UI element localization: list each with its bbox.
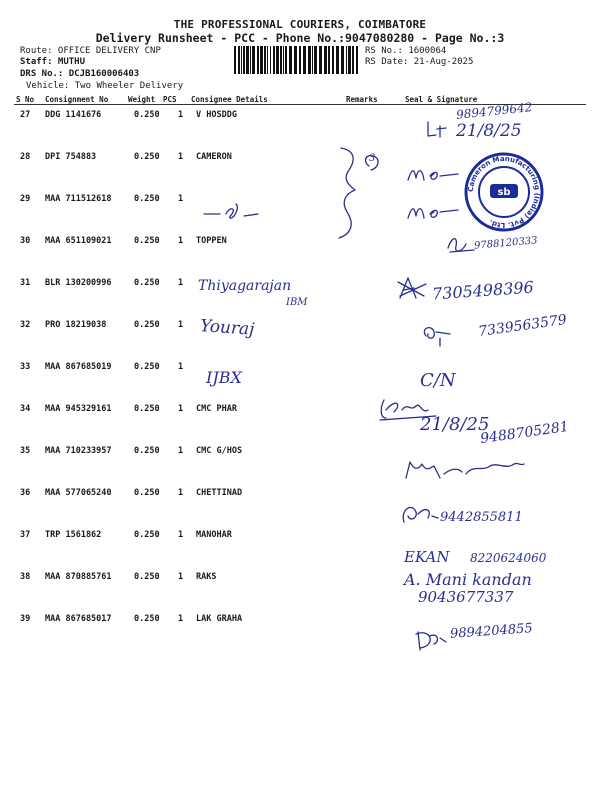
row-pcs: 1	[178, 446, 184, 456]
company-title: THE PROFESSIONAL COURIERS, COIMBATORE	[173, 18, 427, 31]
row-pcs: 1	[178, 152, 184, 162]
col-remarks: Remarks	[346, 95, 378, 104]
col-weight: Weight	[128, 95, 156, 104]
barcode-bar	[283, 46, 284, 74]
row-sno: 30	[20, 236, 31, 246]
barcode-bar	[294, 46, 297, 74]
row-sno: 33	[20, 362, 31, 372]
barcode-bar	[243, 46, 245, 74]
hw-r28-signature	[404, 162, 462, 186]
barcode-bar	[332, 46, 334, 74]
row-consignee: CMC G/HOS	[196, 446, 243, 456]
hw-r27-initials	[424, 118, 454, 140]
company-seal-stamp	[462, 150, 546, 234]
hw-r32-name: Youraj	[199, 316, 256, 340]
row-weight: 0.250	[134, 152, 160, 162]
barcode-bar	[285, 46, 287, 74]
row-consignment-no: BLR 130200996	[45, 278, 112, 288]
row-pcs: 1	[178, 110, 184, 120]
vehicle-label: Vehicle: Two Wheeler Delivery	[26, 81, 184, 91]
hw-r39-signature	[410, 624, 450, 654]
barcode-bar	[267, 46, 268, 74]
hw-r38-phone: 9043677337	[418, 588, 514, 606]
hw-r37-phone: 8220624060	[470, 551, 547, 565]
row-sno: 39	[20, 614, 31, 624]
barcode-bar	[312, 46, 313, 74]
row-weight: 0.250	[134, 488, 160, 498]
row-sno: 37	[20, 530, 31, 540]
col-sno: S No	[16, 95, 35, 104]
row-consignee: CAMERON	[196, 152, 232, 162]
row-pcs: 1	[178, 278, 184, 288]
row-weight: 0.250	[134, 404, 160, 414]
col-consignee: Consignee Details	[191, 95, 268, 104]
row-consignment-no: PRO 18219038	[45, 320, 107, 330]
barcode-bar	[346, 46, 347, 74]
hw-r39-phone: 9894204855	[449, 621, 534, 642]
barcode-bar	[336, 46, 339, 74]
barcode-bar	[252, 46, 255, 74]
barcode-bar	[246, 46, 249, 74]
hw-r38-name: A. Mani kandan	[404, 570, 532, 589]
row-consignee: V HOSDDG	[196, 110, 237, 120]
barcode-bar	[234, 46, 236, 74]
row-consignment-no: MAA 651109021	[45, 236, 112, 246]
row-consignment-no: DDG 1141676	[45, 110, 102, 120]
row-weight: 0.250	[134, 194, 160, 204]
row-consignee: TOPPEN	[196, 236, 227, 246]
hw-r32-signature	[418, 322, 454, 350]
table-row	[0, 362, 600, 402]
row-consignee: MANOHAR	[196, 530, 232, 540]
barcode-bar	[314, 46, 317, 74]
barcode-bar	[257, 46, 259, 74]
hw-r33-note: C/N	[420, 370, 456, 391]
row-consignment-no: TRP 1561862	[45, 530, 102, 540]
row-sno: 29	[20, 194, 31, 204]
row-consignee: CHETTINAD	[196, 488, 243, 498]
row-sno: 32	[20, 320, 31, 330]
row-pcs: 1	[178, 572, 184, 582]
col-pcs: PCS	[163, 95, 177, 104]
barcode-bar	[341, 46, 344, 74]
row-weight: 0.250	[134, 278, 160, 288]
barcode-bar	[238, 46, 240, 74]
row-consignment-no: MAA 945329161	[45, 404, 112, 414]
row-weight: 0.250	[134, 236, 160, 246]
barcode-bar	[273, 46, 275, 74]
row-sno: 27	[20, 110, 31, 120]
row-pcs: 1	[178, 320, 184, 330]
row-weight: 0.250	[134, 530, 160, 540]
row-weight: 0.250	[134, 110, 160, 120]
row-consignee: RAKS	[196, 572, 217, 582]
staff-label: Staff: MUTHU	[20, 57, 86, 67]
row-weight: 0.250	[134, 614, 160, 624]
drs-number: DRS No.: DCJB160006403	[20, 69, 140, 79]
row-pcs: 1	[178, 530, 184, 540]
hw-r31-signature	[396, 274, 430, 304]
row-consignment-no: MAA 867685017	[45, 614, 112, 624]
svg-text:Cameron Manufacturing (India): Cameron Manufacturing (India) Pvt. Ltd.	[466, 154, 542, 230]
barcode-bar	[280, 46, 282, 74]
row-weight: 0.250	[134, 362, 160, 372]
row-pcs: 1	[178, 404, 184, 414]
row-weight: 0.250	[134, 320, 160, 330]
col-consignment: Consignment No	[45, 95, 109, 104]
row-sno: 36	[20, 488, 31, 498]
row-consignment-no: DPI 754883	[45, 152, 97, 162]
hw-r27-phone: 9894799642	[455, 100, 533, 122]
barcode-bar	[299, 46, 301, 74]
hw-r31-name: Thiyagarajan	[198, 278, 292, 294]
row-sno: 35	[20, 446, 31, 456]
row-consignment-no: MAA 867685019	[45, 362, 112, 372]
row-consignment-no: MAA 711512618	[45, 194, 112, 204]
row-sno: 28	[20, 152, 31, 162]
row-sno: 34	[20, 404, 31, 414]
hw-r29-signature	[200, 202, 264, 224]
row-pcs: 1	[178, 236, 184, 246]
rs-date: RS Date: 21-Aug-2025	[365, 57, 474, 67]
hw-r29-signature-right	[404, 200, 462, 224]
row-consignment-no: MAA 870885761	[45, 572, 112, 582]
barcode-bar	[241, 46, 242, 74]
barcode-bar	[270, 46, 271, 74]
hw-r30-signature	[444, 234, 478, 256]
row-pcs: 1	[178, 488, 184, 498]
row-weight: 0.250	[134, 446, 160, 456]
row-pcs: 1	[178, 614, 184, 624]
col-seal-signature: Seal & Signature	[405, 95, 478, 104]
row-consignee: LAK GRAHA	[196, 614, 243, 624]
hw-r37-name: EKAN	[404, 548, 450, 566]
row-consignment-no: MAA 710233957	[45, 446, 112, 456]
hw-bracket-mark	[333, 144, 393, 244]
barcode-bar	[260, 46, 263, 74]
row-sno: 38	[20, 572, 31, 582]
barcode-bar	[303, 46, 306, 74]
barcode-bar	[328, 46, 330, 74]
hw-r35-signature	[400, 456, 530, 484]
row-pcs: 1	[178, 362, 184, 372]
hw-r30-phone: 9788120333	[473, 235, 538, 252]
barcode-bar	[348, 46, 351, 74]
row-weight: 0.250	[134, 572, 160, 582]
barcode-image	[234, 46, 360, 74]
hw-r34-phone: 9488705281	[479, 418, 570, 448]
row-consignee: CMC PHAR	[196, 404, 237, 414]
barcode-bar	[352, 46, 354, 74]
barcode-bar	[308, 46, 311, 74]
hw-r28-mark: 3	[369, 153, 376, 164]
barcode-bar	[324, 46, 327, 74]
hw-r36-signature	[398, 500, 442, 530]
row-sno: 31	[20, 278, 31, 288]
barcode-bar	[264, 46, 266, 74]
barcode-bar	[289, 46, 292, 74]
barcode-bar	[319, 46, 322, 74]
hw-r31-phone: 7305498396	[431, 277, 535, 304]
row-pcs: 1	[178, 194, 184, 204]
hw-r32-phone: 7339563579	[477, 311, 568, 341]
hw-r33-name: IJBX	[206, 368, 242, 387]
barcode-bar	[356, 46, 358, 74]
hw-r27-date: 21/8/25	[456, 121, 522, 141]
svg-text:sb: sb	[497, 187, 511, 198]
barcode-bar	[276, 46, 279, 74]
barcode-bar	[250, 46, 251, 74]
runsheet-subtitle: Delivery Runsheet - PCC - Phone No.:9047080280 - Page No.:3	[95, 31, 505, 45]
rs-number: RS No.: 1600064	[365, 46, 447, 56]
hw-r31-org: IBM	[286, 297, 308, 308]
hw-r34-date: 21/8/25	[420, 414, 490, 435]
route-label: Route: OFFICE DELIVERY CNP	[20, 46, 161, 56]
row-consignment-no: MAA 577065240	[45, 488, 112, 498]
hw-r36-phone: 9442855811	[440, 510, 523, 525]
